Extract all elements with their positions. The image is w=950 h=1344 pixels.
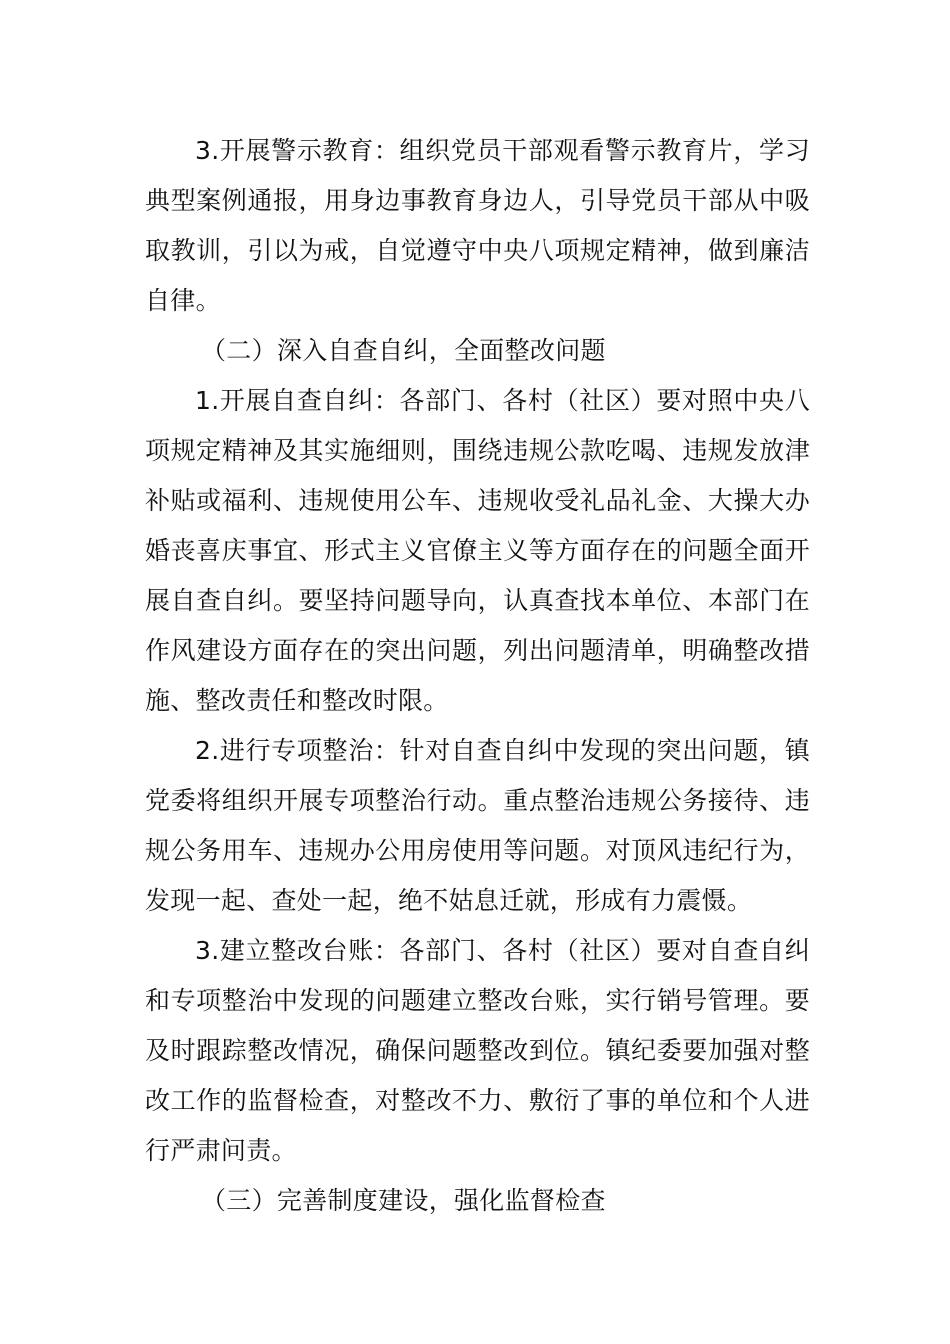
document-body xyxy=(145,126,810,1226)
paragraph-self-inspection: 1.开展自查自纠：各部门、各村（社区）要对照中央八项规定精神及其实施细则，围绕违规公款吃喝、违规发放津补贴或福利、违规使用公车、违规收受礼品礼金、大操大办婚丧喜庆事宜、形式主义官僚主义等方面存在的问题全面开展自查自纠。要坚持问题导向，认真查找本单位、本部门在作风建设方面存在的突出问题，列出问题清单，明确整改措施、整改责任和整改时限。 xyxy=(145,386,810,715)
section-heading-system-building: （三）完善制度建设，强化监督检查 xyxy=(201,1186,606,1215)
section-heading-self-inspection: （二）深入自查自纠，全面整改问题 xyxy=(201,336,606,365)
paragraph-warning-education: 3.开展警示教育：组织党员干部观看警示教育片，学习典型案例通报，用身边事教育身边人，引导党员干部从中吸取教训，引以为戒，自觉遵守中央八项规定精神，做到廉洁自律。 xyxy=(145,136,810,315)
paragraph-rectification-ledger: 3.建立整改台账：各部门、各村（社区）要对自查自纠和专项整治中发现的问题建立整改台账，实行销号管理。要及时跟踪整改情况，确保问题整改到位。镇纪委要加强对整改工作的监督检查，对整改不力、敷衍了事的单位和个人进行严肃问责。 xyxy=(145,936,810,1165)
paragraph-special-rectification: 2.进行专项整治：针对自查自纠中发现的突出问题，镇党委将组织开展专项整治行动。重点整治违规公务接待、违规公务用车、违规办公用房使用等问题。对顶风违纪行为，发现一起、查处一起，绝不姑息迁就，形成有力震慑。 xyxy=(145,736,810,915)
